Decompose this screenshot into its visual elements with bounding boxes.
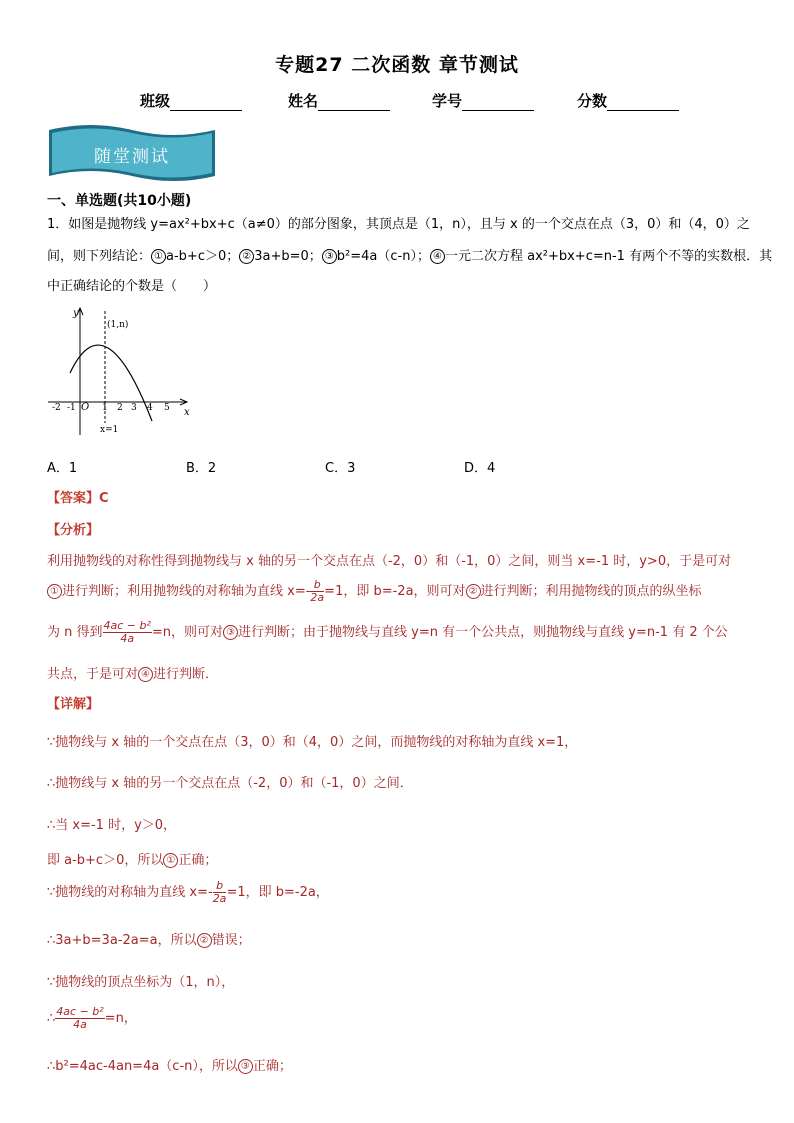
- statement-1: a-b+c＞0；: [166, 249, 240, 264]
- analysis-text: 进行判断；由于抛物线与直线 y=n 有一个公共点，则抛物线与直线 y=n-1 有 2 个公: [238, 625, 728, 641]
- fraction-den: 2a: [212, 892, 227, 906]
- analysis-text: 进行判断；利用抛物线的顶点的纵坐标: [480, 584, 702, 600]
- fraction-den: 2a: [310, 591, 325, 605]
- question-line-1: 1．如图是抛物线 y=ax²+bx+c（a≠0）的部分图象，其顶点是（1，n），且与 x 的一个交点在点（3，0）和（4，0）之: [47, 217, 750, 232]
- answer-value: C: [99, 491, 109, 506]
- circled-1: ①: [151, 249, 166, 264]
- detail-text: ∴: [47, 1011, 56, 1027]
- score-blank[interactable]: [607, 94, 679, 111]
- detail-line-9: [47, 1055, 762, 1074]
- analysis-text: 共点，于是可对: [47, 667, 139, 682]
- option-d[interactable]: D．4: [464, 461, 496, 476]
- analysis-text: 进行判断；利用抛物线的对称轴为直线 x=-: [62, 584, 311, 600]
- detail-text: 正确；: [252, 1059, 292, 1074]
- y-axis-label: y: [73, 308, 79, 319]
- circled-3: ③: [223, 625, 238, 640]
- analysis-text: =n，则可对: [151, 625, 224, 641]
- fraction-num: b: [213, 880, 227, 893]
- origin-label: O: [81, 402, 90, 413]
- tick-neg2: -2: [52, 403, 61, 413]
- detail-text: ∴3a+b=3a-2a=a，所以: [47, 933, 197, 948]
- detail-text: ∵抛物线的对称轴为直线 x=-: [47, 885, 213, 901]
- score-field: [577, 90, 679, 111]
- option-c[interactable]: C．3: [325, 461, 356, 476]
- circled-2: ②: [239, 249, 254, 264]
- banner-text: 随堂测试: [94, 147, 170, 167]
- option-a[interactable]: A．1: [47, 461, 78, 476]
- detail-line-3: ∴当 x=-1 时，y＞0，: [47, 818, 177, 833]
- analysis-line-2: [47, 579, 762, 604]
- fraction-den: 4a: [120, 632, 135, 646]
- tick-1: 1: [102, 403, 108, 413]
- x-axis-label: x: [184, 407, 190, 418]
- option-b[interactable]: B．2: [186, 461, 217, 476]
- statement-4: 一元二次方程 ax²+bx+c=n-1 有两个不等的实数根．其: [444, 249, 773, 264]
- circled-3: ③: [322, 249, 337, 264]
- detail-text: 正确；: [178, 853, 218, 868]
- detail-label: 【详解】: [47, 697, 100, 712]
- circled-2: ②: [197, 933, 212, 948]
- question-line-2: [47, 249, 773, 264]
- analysis-line-1: 利用抛物线的对称性得到抛物线与 x 轴的另一个交点在点（-2，0）和（-1，0）之间，则当 x=-1 时，y>0，于是可对: [47, 554, 732, 569]
- detail-line-1: ∵抛物线与 x 轴的一个交点在点（3，0）和（4，0）之间，而抛物线的对称轴为直线 x=1，: [47, 735, 578, 750]
- analysis-line-4: [47, 663, 762, 682]
- detail-text: 错误；: [211, 933, 251, 948]
- circled-4: ④: [138, 667, 153, 682]
- name-blank[interactable]: [318, 94, 390, 111]
- statement-3: b²=4a（c-n）；: [336, 249, 430, 264]
- section-banner: [46, 122, 218, 184]
- page-title: 专题27 二次函数 章节测试: [275, 54, 519, 76]
- detail-line-6: [47, 929, 762, 948]
- id-field: [432, 90, 534, 111]
- circled-1: ①: [163, 853, 178, 868]
- fraction-num: 4ac − b²: [103, 619, 151, 632]
- answer-row: [47, 487, 109, 506]
- tick-3: 3: [131, 403, 137, 413]
- analysis-line-3: [47, 620, 762, 645]
- statement-2: 3a+b=0；: [254, 249, 322, 264]
- class-field: [140, 90, 242, 111]
- question-text: 间，则下列结论：: [47, 249, 152, 264]
- detail-text: ∴b²=4ac-4an=4a（c-n），所以: [47, 1059, 238, 1074]
- detail-line-7: ∵抛物线的顶点坐标为（1，n），: [47, 975, 235, 990]
- circled-4: ④: [430, 249, 445, 264]
- circled-3: ③: [238, 1059, 253, 1074]
- tick-neg1: -1: [67, 403, 76, 413]
- fraction-den: 4a: [73, 1018, 87, 1032]
- class-blank[interactable]: [170, 94, 242, 111]
- score-label: 分数: [577, 92, 608, 110]
- analysis-text: 进行判断．: [153, 667, 219, 682]
- fraction-num: b: [310, 579, 324, 592]
- parabola-graph: [46, 305, 191, 440]
- fraction-vertex: [55, 1006, 104, 1031]
- answer-label: 【答案】: [47, 491, 100, 506]
- detail-line-2: ∴抛物线与 x 轴的另一个交点在点（-2，0）和（-1，0）之间．: [47, 776, 413, 791]
- detail-line-4: [47, 849, 762, 868]
- vertex-label: (1,n): [107, 320, 129, 330]
- question-line-3: 中正确结论的个数是（ ）: [47, 279, 217, 294]
- section-heading: 一、单选题(共10小题): [47, 193, 192, 209]
- tick-2: 2: [117, 403, 123, 413]
- analysis-label: 【分析】: [47, 523, 100, 538]
- fraction-b-2a: [310, 579, 324, 604]
- circled-1: ①: [47, 584, 62, 599]
- class-label: 班级: [140, 92, 171, 110]
- fraction-b-2a: [213, 880, 227, 905]
- analysis-text: 为 n 得到: [47, 625, 103, 641]
- name-label: 姓名: [288, 92, 319, 110]
- symmetry-axis-label: x=1: [100, 425, 119, 435]
- tick-5: 5: [164, 403, 170, 413]
- detail-line-5: [47, 880, 762, 905]
- name-field: [288, 90, 390, 111]
- tick-4: 4: [147, 403, 153, 413]
- analysis-text: =1，即 b=-2a，则可对: [324, 584, 466, 600]
- detail-text: =1，即 b=-2a，: [226, 885, 329, 901]
- detail-line-8: [47, 1006, 762, 1031]
- fraction-vertex: [103, 620, 152, 645]
- id-label: 学号: [432, 92, 463, 110]
- detail-text: =n，: [104, 1011, 137, 1027]
- circled-2: ②: [466, 584, 481, 599]
- id-blank[interactable]: [462, 94, 534, 111]
- detail-text: 即 a-b+c＞0，所以: [47, 853, 164, 868]
- fraction-num: 4ac − b²: [56, 1005, 104, 1018]
